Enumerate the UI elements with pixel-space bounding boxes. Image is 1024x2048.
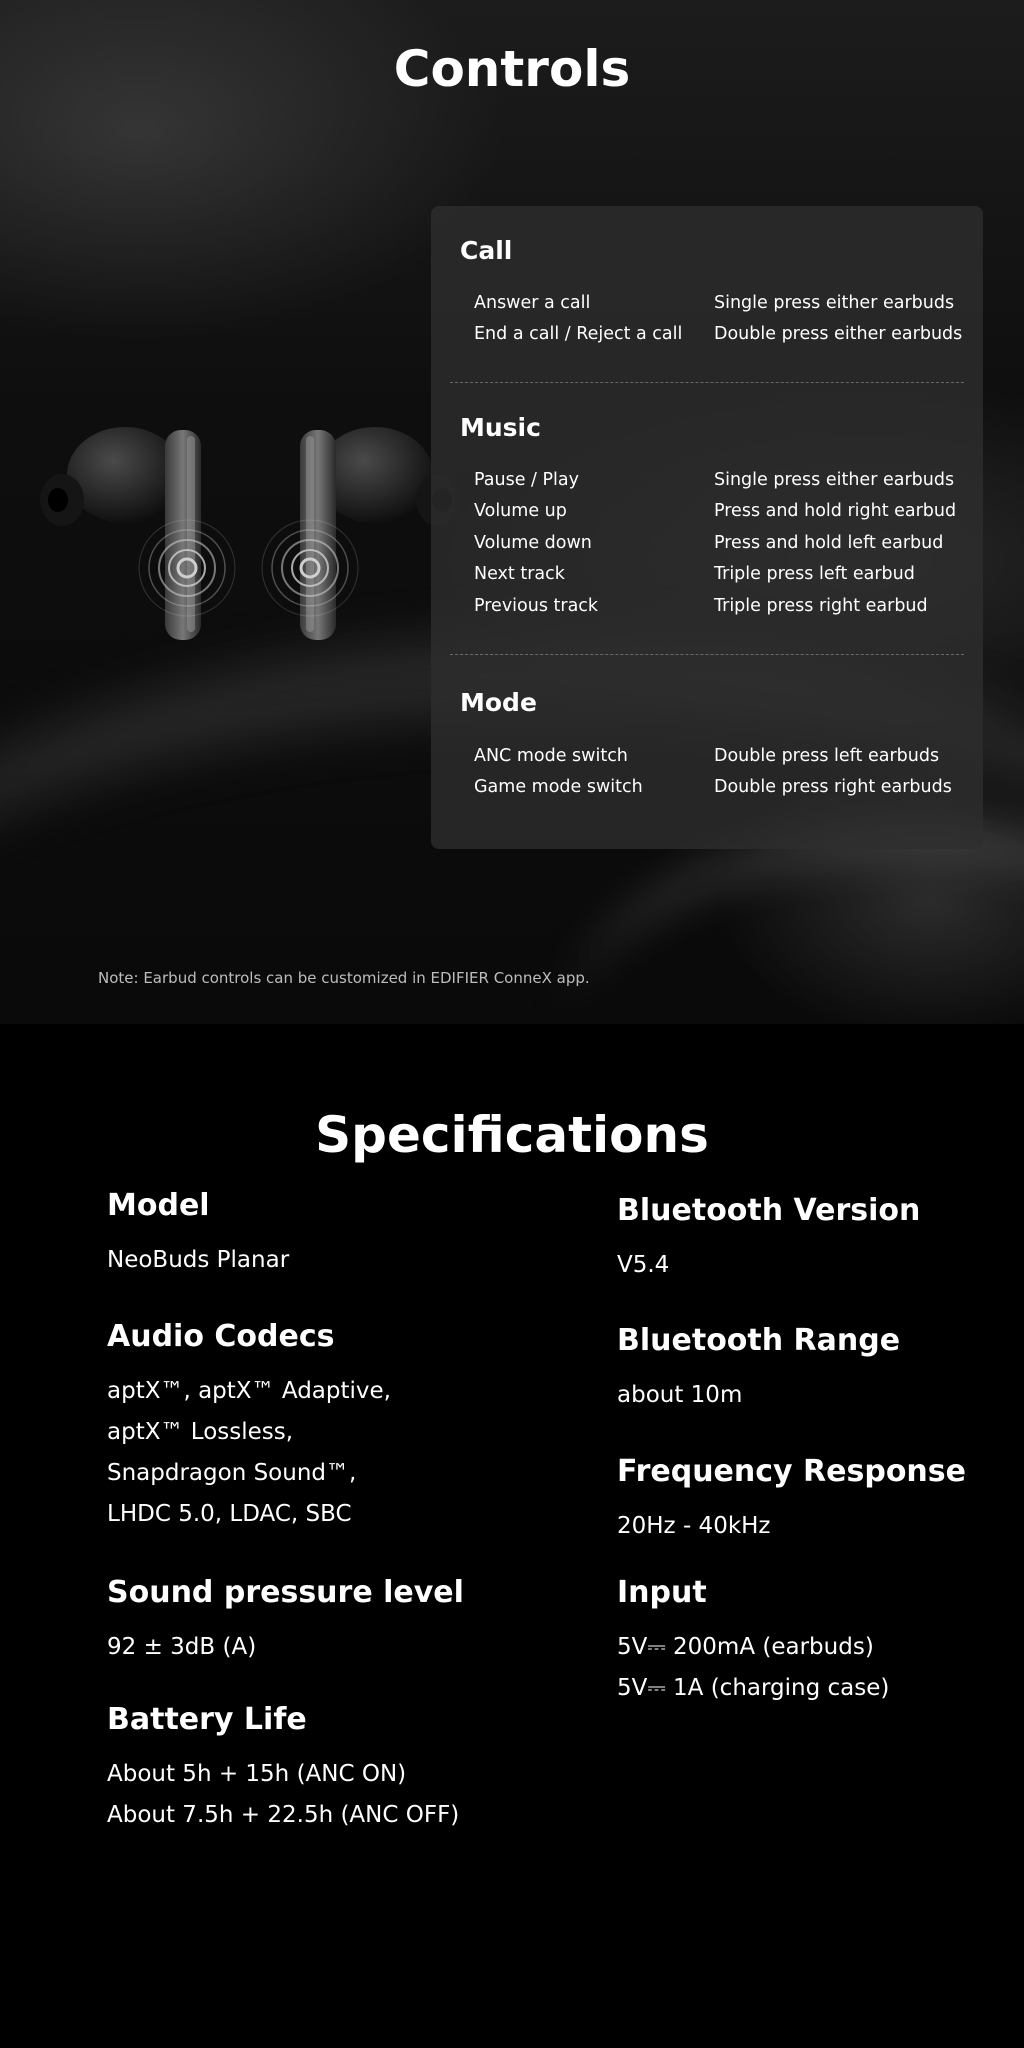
control-gesture: Press and hold right earbud (714, 501, 957, 521)
spec-label: Battery Life (107, 1702, 307, 1737)
spec-value-line: About 5h + 15h (ANC ON) (107, 1761, 407, 1787)
spec-value-line: 20Hz - 40kHz (617, 1513, 771, 1539)
controls-panel (431, 206, 983, 849)
controls-title: Controls (393, 40, 631, 98)
spec-value-line: V5.4 (617, 1252, 670, 1278)
spec-value-line: NeoBuds Planar (107, 1247, 290, 1273)
control-action: Volume down (474, 533, 592, 553)
control-gesture: Press and hold left earbud (714, 533, 944, 553)
spec-battery-life (107, 1702, 547, 1836)
control-action: Answer a call (474, 293, 591, 313)
spec-value (107, 1627, 547, 1668)
control-gesture: Triple press right earbud (714, 596, 928, 616)
spec-model (107, 1188, 547, 1281)
section-divider (450, 382, 964, 383)
group-title-mode: Mode (460, 688, 537, 717)
control-action: Next track (474, 564, 565, 584)
spec-label: Audio Codecs (107, 1319, 335, 1354)
group-title-music: Music (460, 413, 541, 442)
control-action: Previous track (474, 596, 599, 616)
spec-value-line: 5V⎓ 200mA (earbuds) (617, 1634, 874, 1660)
earbuds-illustration (30, 400, 470, 660)
spec-value-line: aptX™, aptX™ Adaptive, (107, 1378, 391, 1404)
spec-value (107, 1371, 547, 1535)
spec-value (617, 1627, 1024, 1709)
spec-value (617, 1506, 1024, 1547)
left-earbud-icon (40, 427, 201, 640)
spec-frequency-response (617, 1454, 1024, 1547)
spec-value-line: 92 ± 3dB (A) (107, 1634, 257, 1660)
control-gesture: Double press right earbuds (714, 777, 952, 797)
spec-value-line: about 10m (617, 1382, 743, 1408)
spec-value (617, 1245, 1024, 1286)
control-gesture: Double press either earbuds (714, 324, 963, 344)
spec-value (107, 1240, 547, 1281)
spec-value-line: LHDC 5.0, LDAC, SBC (107, 1501, 352, 1527)
spec-label: Sound pressure level (107, 1575, 464, 1610)
control-action: Game mode switch (474, 777, 643, 797)
spec-sound-pressure-level (107, 1575, 547, 1668)
spec-value-line: aptX™ Lossless, (107, 1419, 294, 1445)
spec-audio-codecs (107, 1319, 547, 1535)
control-action: Volume up (474, 501, 567, 521)
spec-value (617, 1375, 1024, 1416)
control-action: ANC mode switch (474, 746, 628, 766)
control-gesture: Double press left earbuds (714, 746, 940, 766)
group-title-call: Call (460, 236, 513, 265)
spec-bluetooth-version (617, 1193, 1024, 1286)
controls-note: Note: Earbud controls can be customized in EDIFIER ConneX app. (98, 969, 590, 987)
control-action: End a call / Reject a call (474, 324, 683, 344)
control-action: Pause / Play (474, 470, 579, 490)
spec-label: Model (107, 1188, 210, 1223)
spec-value-line: Snapdragon Sound™, (107, 1460, 357, 1486)
spec-value (107, 1754, 547, 1836)
spec-label: Frequency Response (617, 1454, 966, 1489)
spec-bluetooth-range (617, 1323, 1024, 1416)
control-gesture: Single press either earbuds (714, 293, 955, 313)
spec-value-line: About 7.5h + 22.5h (ANC OFF) (107, 1802, 460, 1828)
spec-value-line: 5V⎓ 1A (charging case) (617, 1675, 890, 1701)
section-divider (450, 654, 964, 655)
spec-label: Bluetooth Range (617, 1323, 901, 1358)
control-gesture: Triple press left earbud (714, 564, 915, 584)
spec-input (617, 1575, 1024, 1709)
specifications-title: Specifications (315, 1105, 709, 1164)
control-gesture: Single press either earbuds (714, 470, 955, 490)
spec-label: Bluetooth Version (617, 1193, 921, 1228)
spec-label: Input (617, 1575, 707, 1610)
